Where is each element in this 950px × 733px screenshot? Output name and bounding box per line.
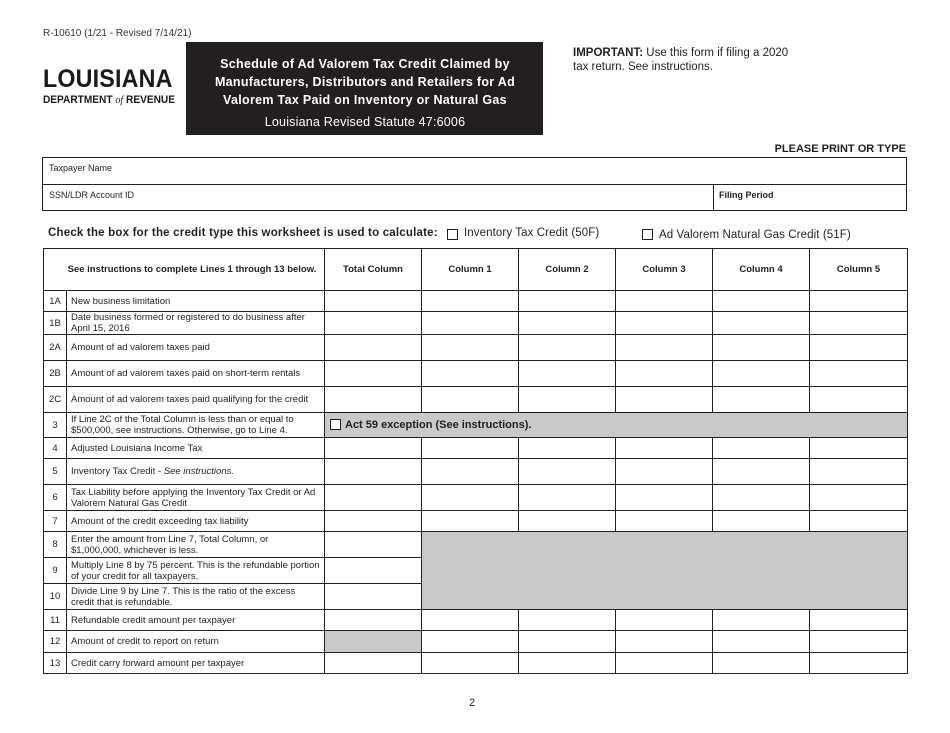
table-row <box>44 511 908 532</box>
table-row <box>44 291 908 312</box>
entry-cell[interactable] <box>325 653 422 674</box>
entry-cell[interactable] <box>325 532 422 558</box>
entry-cell[interactable] <box>422 438 519 459</box>
page-number: 2 <box>469 697 476 709</box>
entry-cell[interactable] <box>810 438 908 459</box>
line-number: 11 <box>44 610 67 631</box>
entry-cell[interactable] <box>616 387 713 413</box>
entry-cell[interactable] <box>519 335 616 361</box>
shaded-cell <box>325 631 422 653</box>
inventory-credit-checkbox[interactable] <box>447 229 458 240</box>
entry-cell[interactable] <box>713 485 810 511</box>
entry-cell[interactable] <box>422 485 519 511</box>
entry-cell[interactable] <box>810 485 908 511</box>
line-description: Date business formed or registered to do business after April 15, 2016 <box>67 312 325 335</box>
entry-cell[interactable] <box>325 312 422 335</box>
form-title: Schedule of Ad Valorem Tax Credit Claimed by Manufacturers, Distributors and Retailers for Ad Valorem Tax Paid on Inventory or Natural Gas <box>214 57 516 107</box>
line-number: 7 <box>44 511 67 532</box>
line-number: 1B <box>44 312 67 335</box>
entry-cell[interactable] <box>325 361 422 387</box>
act59-exception <box>325 419 907 431</box>
ssn-field[interactable] <box>43 185 713 211</box>
entry-cell[interactable] <box>519 610 616 631</box>
column-header: Column 3 <box>616 249 713 291</box>
line-description: Amount of ad valorem taxes paid on short-term rentals <box>67 361 325 387</box>
table-row <box>44 312 908 335</box>
line-description: Tax Liability before applying the Inventory Tax Credit or Ad Valorem Natural Gas Credit <box>67 485 325 511</box>
line-description: Adjusted Louisiana Income Tax <box>67 438 325 459</box>
credit-worksheet-table <box>43 248 908 674</box>
line-number: 2C <box>44 387 67 413</box>
entry-cell[interactable] <box>713 653 810 674</box>
entry-cell[interactable] <box>519 459 616 485</box>
entry-cell[interactable] <box>713 459 810 485</box>
table-row <box>44 459 908 485</box>
entry-cell[interactable] <box>713 312 810 335</box>
entry-cell[interactable] <box>713 291 810 312</box>
entry-cell[interactable] <box>422 335 519 361</box>
important-note: IMPORTANT: Use this form if filing a 2020 tax return. See instructions. <box>573 47 789 73</box>
line-number: 9 <box>44 558 67 584</box>
entry-cell[interactable] <box>616 459 713 485</box>
entry-cell[interactable] <box>422 610 519 631</box>
entry-cell[interactable] <box>810 610 908 631</box>
entry-cell[interactable] <box>810 511 908 532</box>
line-description: Amount of credit to report on return <box>67 631 325 653</box>
entry-cell[interactable] <box>325 335 422 361</box>
entry-cell[interactable] <box>519 291 616 312</box>
line-number: 1A <box>44 291 67 312</box>
entry-cell[interactable] <box>713 361 810 387</box>
entry-cell[interactable] <box>422 387 519 413</box>
line-description: Refundable credit amount per taxpayer <box>67 610 325 631</box>
taxpayer-name-label: Taxpayer Name <box>49 163 113 173</box>
line-description: Credit carry forward amount per taxpayer <box>67 653 325 674</box>
column-header: Total Column <box>325 249 422 291</box>
entry-cell[interactable] <box>519 631 616 653</box>
entry-cell[interactable] <box>422 631 519 653</box>
column-header: Column 4 <box>713 249 810 291</box>
natural-gas-credit-label: Ad Valorem Natural Gas Credit (51F) <box>659 229 851 241</box>
ldr-logo <box>43 66 183 107</box>
line-description: Enter the amount from Line 7, Total Column, or $1,000,000, whichever is less. <box>67 532 325 558</box>
line-description: Amount of ad valorem taxes paid <box>67 335 325 361</box>
entry-cell[interactable] <box>325 291 422 312</box>
entry-cell[interactable] <box>810 387 908 413</box>
entry-cell[interactable] <box>616 438 713 459</box>
entry-cell[interactable] <box>325 485 422 511</box>
line-number: 3 <box>44 413 67 438</box>
entry-cell[interactable] <box>616 312 713 335</box>
line-description: Multiply Line 8 by 75 percent. This is the refundable portion of your credit for all taxpayers. <box>67 558 325 584</box>
entry-cell[interactable] <box>616 610 713 631</box>
entry-cell[interactable] <box>810 653 908 674</box>
entry-cell[interactable] <box>519 438 616 459</box>
logo-subtitle: DEPARTMENT of REVENUE <box>43 94 175 106</box>
line-description: Amount of the credit exceeding tax liability <box>67 511 325 532</box>
entry-cell[interactable] <box>422 361 519 387</box>
act59-checkbox[interactable] <box>330 419 341 430</box>
logo-wordmark: LOUISIANA <box>43 65 173 93</box>
credit-type-selector <box>48 227 908 243</box>
column-header: Column 5 <box>810 249 908 291</box>
entry-cell[interactable] <box>713 511 810 532</box>
entry-cell[interactable] <box>810 459 908 485</box>
line-number: 5 <box>44 459 67 485</box>
entry-cell[interactable] <box>713 610 810 631</box>
table-row <box>44 532 908 558</box>
inventory-credit-label: Inventory Tax Credit (50F) <box>464 227 600 239</box>
table-row <box>44 631 908 653</box>
entry-cell[interactable] <box>325 584 422 610</box>
entry-cell[interactable] <box>616 291 713 312</box>
entry-cell[interactable] <box>713 387 810 413</box>
entry-cell[interactable] <box>810 631 908 653</box>
table-row <box>44 438 908 459</box>
line-description: If Line 2C of the Total Column is less than or equal to $500,000, see instructions. Otherwise, go to Line 4. <box>67 413 325 438</box>
filing-period-label: Filing Period <box>719 190 774 200</box>
credit-type-prompt: Check the box for the credit type this worksheet is used to calculate: <box>48 227 438 239</box>
act59-exception-cell <box>325 413 908 438</box>
statute-reference: Louisiana Revised Statute 47:6006 <box>264 115 466 129</box>
entry-cell[interactable] <box>519 511 616 532</box>
line-number: 10 <box>44 584 67 610</box>
form-id: R-10610 (1/21 - Revised 7/14/21) <box>43 28 192 39</box>
entry-cell[interactable] <box>422 459 519 485</box>
line-description: Inventory Tax Credit - See instructions. <box>67 459 325 485</box>
column-header: Column 1 <box>422 249 519 291</box>
entry-cell[interactable] <box>325 438 422 459</box>
print-instruction: PLEASE PRINT OR TYPE <box>774 143 906 155</box>
entry-cell[interactable] <box>325 558 422 584</box>
entry-cell[interactable] <box>616 361 713 387</box>
entry-cell[interactable] <box>713 438 810 459</box>
table-row <box>44 485 908 511</box>
table-row <box>44 361 908 387</box>
entry-cell[interactable] <box>325 610 422 631</box>
line-number: 2A <box>44 335 67 361</box>
natural-gas-credit-checkbox[interactable] <box>642 229 653 240</box>
table-row <box>44 335 908 361</box>
entry-cell[interactable] <box>810 335 908 361</box>
entry-cell[interactable] <box>519 312 616 335</box>
table-row <box>44 387 908 413</box>
entry-cell[interactable] <box>616 631 713 653</box>
line-number: 12 <box>44 631 67 653</box>
table-instruction-header: See instructions to complete Lines 1 through 13 below. <box>44 249 325 291</box>
line-description: Divide Line 9 by Line 7. This is the ratio of the excess credit that is refundable. <box>67 584 325 610</box>
entry-cell[interactable] <box>810 361 908 387</box>
entry-cell[interactable] <box>616 335 713 361</box>
entry-cell[interactable] <box>325 459 422 485</box>
entry-cell[interactable] <box>519 653 616 674</box>
shaded-area <box>422 532 908 610</box>
ssn-label: SSN/LDR Account ID <box>49 190 135 200</box>
entry-cell[interactable] <box>519 485 616 511</box>
table-row <box>44 413 908 438</box>
table-row <box>44 653 908 674</box>
line-number: 4 <box>44 438 67 459</box>
entry-cell[interactable] <box>422 291 519 312</box>
entry-cell[interactable] <box>616 485 713 511</box>
entry-cell[interactable] <box>519 387 616 413</box>
entry-cell[interactable] <box>325 511 422 532</box>
line-number: 13 <box>44 653 67 674</box>
taxpayer-name-field[interactable] <box>43 158 906 184</box>
entry-cell[interactable] <box>519 361 616 387</box>
entry-cell[interactable] <box>810 291 908 312</box>
line-number: 8 <box>44 532 67 558</box>
line-description: New business limitation <box>67 291 325 312</box>
entry-cell[interactable] <box>713 335 810 361</box>
line-number: 6 <box>44 485 67 511</box>
table-row <box>44 610 908 631</box>
entry-cell[interactable] <box>325 387 422 413</box>
entry-cell[interactable] <box>616 511 713 532</box>
form-title-box <box>187 42 543 135</box>
entry-cell[interactable] <box>422 653 519 674</box>
taxpayer-info-box <box>42 157 907 211</box>
entry-cell[interactable] <box>616 653 713 674</box>
entry-cell[interactable] <box>713 631 810 653</box>
line-number: 2B <box>44 361 67 387</box>
entry-cell[interactable] <box>422 511 519 532</box>
act59-label: Act 59 exception (See instructions). <box>345 419 532 431</box>
column-header: Column 2 <box>519 249 616 291</box>
entry-cell[interactable] <box>810 312 908 335</box>
line-description: Amount of ad valorem taxes paid qualifying for the credit <box>67 387 325 413</box>
entry-cell[interactable] <box>422 312 519 335</box>
filing-period-field[interactable] <box>713 185 908 211</box>
